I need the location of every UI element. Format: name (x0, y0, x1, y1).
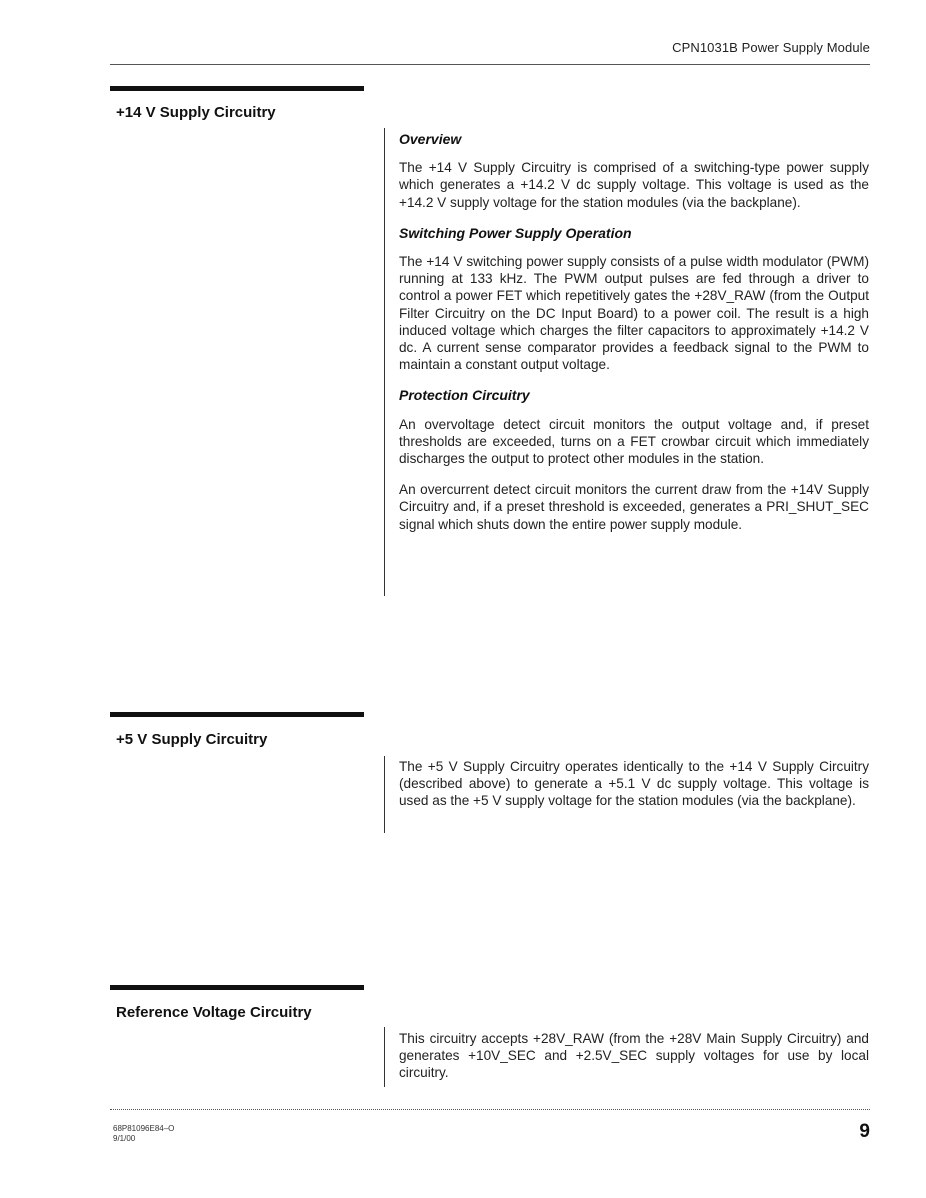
paragraph: An overvoltage detect circuit monitors the output voltage and, if preset thresholds are exceeded, turns on a FET crowbar circuit which immediately discharges the output to protect other modules in the station. (399, 416, 869, 467)
change-bar (384, 756, 385, 833)
section-body-14v (399, 131, 869, 547)
doc-date: 9/1/00 (113, 1134, 136, 1143)
paragraph: The +14 V Supply Circuitry is comprised of a switching-type power supply which generates a +14.2 V dc supply voltage. This voltage is used as the +14.2 V supply voltage for the station modules (via the backplane). (399, 160, 869, 210)
page-number: 9 (859, 1121, 870, 1142)
change-bar (384, 1027, 385, 1087)
section-bar (110, 985, 364, 990)
section-bar (110, 86, 364, 91)
subheading-overview: Overview (399, 131, 462, 147)
header-rule (110, 64, 870, 65)
section-body-5v (399, 758, 869, 824)
change-bar (384, 128, 385, 596)
paragraph: The +14 V switching power supply consists of a pulse width modulator (PWM) running at 133 kHz. The PWM output pulses are fed through a driver to control a power FET which repetitively gates the +28V_RAW (from the Output Filter Circuitry on the DC Input Board) to a power coil. The result is a high induced voltage which charges the filter capacitors to approximately +14.2 V dc. A current sense comparator provides a feedback signal to the PWM to maintain a constant output voltage. (399, 254, 869, 373)
paragraph: The +5 V Supply Circuitry operates identically to the +14 V Supply Circuitry (described above) to generate a +5.1 V dc supply voltage. This voltage is used as the +5 V supply voltage for the station modules (via the backplane). (399, 759, 869, 809)
paragraph: An overcurrent detect circuit monitors the current draw from the +14V Supply Circuitry and, if a preset threshold is exceeded, generates a PRI_SHUT_SEC signal which shuts down the entire power supply module. (399, 482, 869, 532)
footer-doc-info (113, 1124, 174, 1144)
doc-number: 68P81096E84–O (113, 1124, 175, 1133)
section-body-reference-voltage (399, 1030, 869, 1096)
section-title-5v: +5 V Supply Circuitry (116, 731, 268, 748)
running-header: CPN1031B Power Supply Module (672, 40, 870, 55)
section-title-reference-voltage: Reference Voltage Circuitry (116, 1004, 312, 1021)
footer-rule (110, 1109, 870, 1110)
paragraph: This circuitry accepts +28V_RAW (from the +28V Main Supply Circuitry) and generates +10V_SEC and +2.5V_SEC supply voltages for use by local circuitry. (399, 1031, 869, 1081)
subheading-protection-circuitry: Protection Circuitry (399, 387, 530, 404)
section-title-14v: +14 V Supply Circuitry (116, 104, 276, 121)
subheading-switching-operation: Switching Power Supply Operation (399, 224, 632, 241)
section-bar (110, 712, 364, 717)
